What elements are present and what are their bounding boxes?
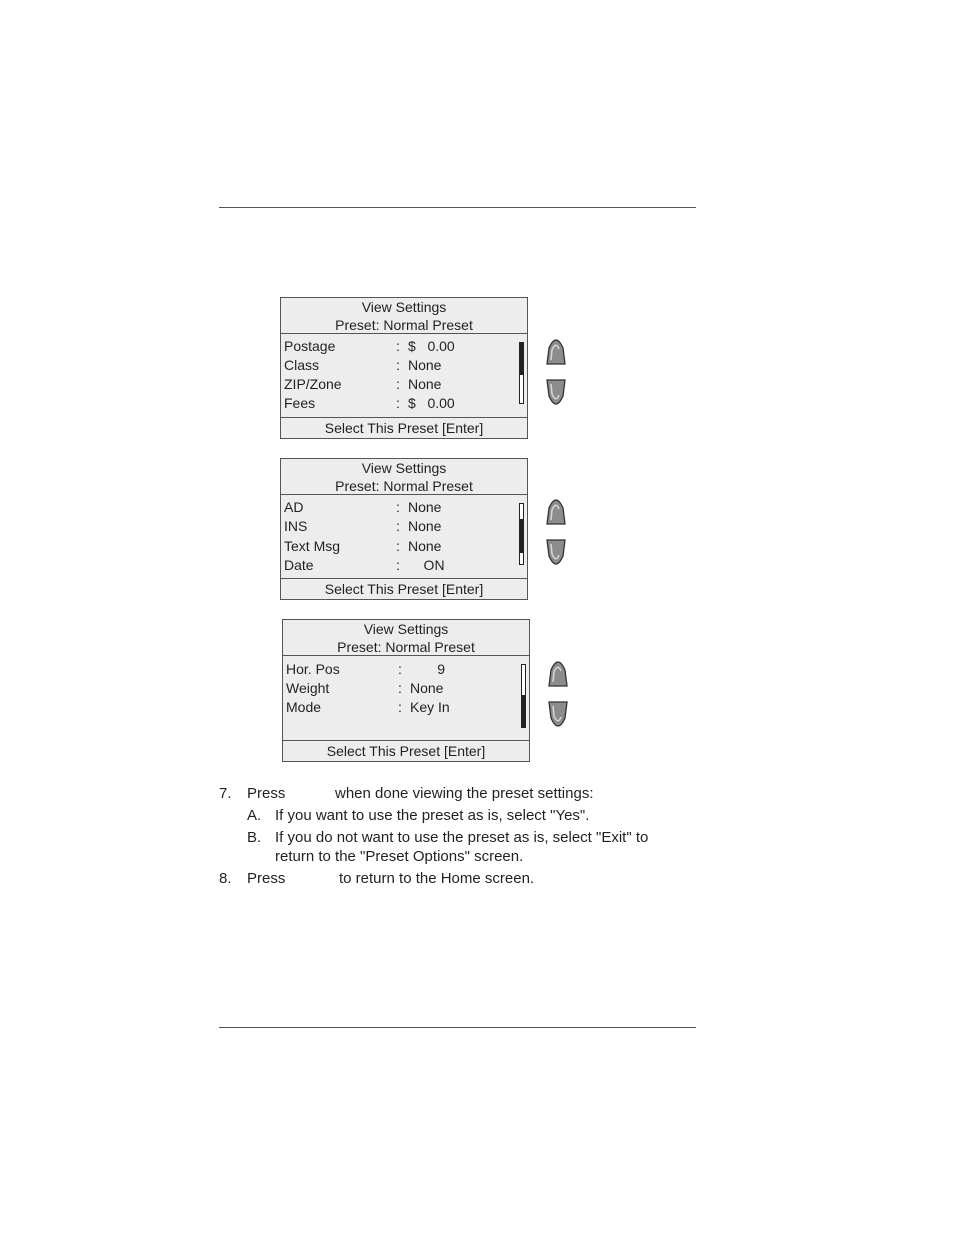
setting-value: $ 0.00	[408, 338, 455, 354]
screen-header	[281, 298, 527, 334]
setting-colon: :	[396, 357, 400, 373]
setting-colon: :	[396, 557, 400, 573]
scrollbar[interactable]	[519, 342, 524, 404]
lcd-screen-3	[282, 619, 530, 762]
setting-value: ON	[408, 557, 445, 573]
screen-title: View Settings	[361, 460, 447, 476]
setting-value: None	[410, 680, 444, 696]
setting-row-ins	[284, 517, 504, 536]
step-b-line-2: return to the "Preset Options" screen.	[275, 848, 524, 865]
setting-colon: :	[398, 680, 402, 696]
setting-label: Class	[284, 357, 320, 373]
select-preset-option[interactable]: Select This Preset [Enter]	[281, 578, 527, 599]
setting-label: Text Msg	[284, 538, 341, 554]
setting-row-fees	[284, 394, 504, 413]
down-arrow-key-icon[interactable]	[545, 538, 567, 566]
scrollbar-thumb[interactable]	[522, 695, 525, 728]
scrollbar[interactable]	[521, 664, 526, 728]
setting-colon: :	[396, 538, 400, 554]
setting-row-postage	[284, 337, 504, 356]
setting-row-text-msg	[284, 537, 504, 556]
scrollbar-thumb[interactable]	[520, 343, 523, 375]
screen-body	[281, 334, 527, 418]
setting-colon: :	[396, 518, 400, 534]
setting-value: Key In	[410, 699, 450, 715]
setting-label: Weight	[286, 680, 330, 696]
setting-value: $ 0.00	[408, 395, 455, 411]
bottom-rule	[219, 1027, 696, 1028]
lcd-screen-1	[280, 297, 528, 439]
setting-colon: :	[398, 661, 402, 677]
screen-subtitle: Preset: Normal Preset	[335, 317, 473, 333]
screen-header	[281, 459, 527, 495]
setting-colon: :	[396, 376, 400, 392]
setting-colon: :	[398, 699, 402, 715]
setting-label: Date	[284, 557, 314, 573]
setting-row-class	[284, 356, 504, 375]
setting-row-mode	[286, 698, 506, 717]
setting-value: None	[408, 518, 442, 534]
lcd-screen-2	[280, 458, 528, 600]
setting-label: AD	[284, 499, 304, 515]
scrollbar[interactable]	[519, 503, 524, 565]
screen-subtitle: Preset: Normal Preset	[337, 639, 475, 655]
step-a-letter: A.	[247, 807, 262, 824]
setting-label: INS	[284, 518, 308, 534]
setting-row-zip-zone	[284, 375, 504, 394]
step-7-text: when done viewing the preset settings:	[335, 785, 594, 802]
step-8-text: to return to the Home screen.	[339, 870, 535, 887]
setting-row-date	[284, 556, 504, 575]
screen-body	[283, 656, 529, 740]
setting-row-weight	[286, 679, 506, 698]
setting-label: Fees	[284, 395, 316, 411]
up-arrow-key-icon[interactable]	[545, 498, 567, 526]
setting-label: Postage	[284, 338, 336, 354]
setting-row-ad	[284, 498, 504, 517]
setting-colon: :	[396, 395, 400, 411]
setting-value: None	[408, 499, 442, 515]
down-arrow-key-icon[interactable]	[545, 378, 567, 406]
setting-colon: :	[396, 499, 400, 515]
setting-label: Mode	[286, 699, 322, 715]
setting-value: None	[408, 376, 442, 392]
screen-header	[283, 620, 529, 656]
screen-body	[281, 495, 527, 579]
select-preset-option[interactable]: Select This Preset [Enter]	[281, 417, 527, 438]
screen-title: View Settings	[363, 621, 449, 637]
setting-value: None	[408, 538, 442, 554]
setting-label: ZIP/Zone	[284, 376, 342, 392]
screen-title: View Settings	[361, 299, 447, 315]
step-8-number: 8.	[219, 870, 232, 887]
up-arrow-key-icon[interactable]	[545, 338, 567, 366]
down-arrow-key-icon[interactable]	[547, 700, 569, 728]
setting-value: None	[408, 357, 442, 373]
setting-label: Hor. Pos	[286, 661, 340, 677]
up-arrow-key-icon[interactable]	[547, 660, 569, 688]
top-rule	[219, 207, 696, 208]
step-b-line-1: If you do not want to use the preset as is, select "Exit" to	[275, 829, 649, 846]
step-7-press: Press	[247, 785, 286, 802]
setting-row-hor-pos	[286, 660, 506, 679]
step-b-letter: B.	[247, 829, 262, 846]
step-8-press: Press	[247, 870, 286, 887]
setting-colon: :	[396, 338, 400, 354]
scrollbar-thumb[interactable]	[520, 519, 523, 553]
setting-value: 9	[410, 661, 446, 677]
step-a-text: If you want to use the preset as is, select "Yes".	[275, 807, 590, 824]
screen-subtitle: Preset: Normal Preset	[335, 478, 473, 494]
step-7-number: 7.	[219, 785, 232, 802]
select-preset-option[interactable]: Select This Preset [Enter]	[283, 740, 529, 761]
